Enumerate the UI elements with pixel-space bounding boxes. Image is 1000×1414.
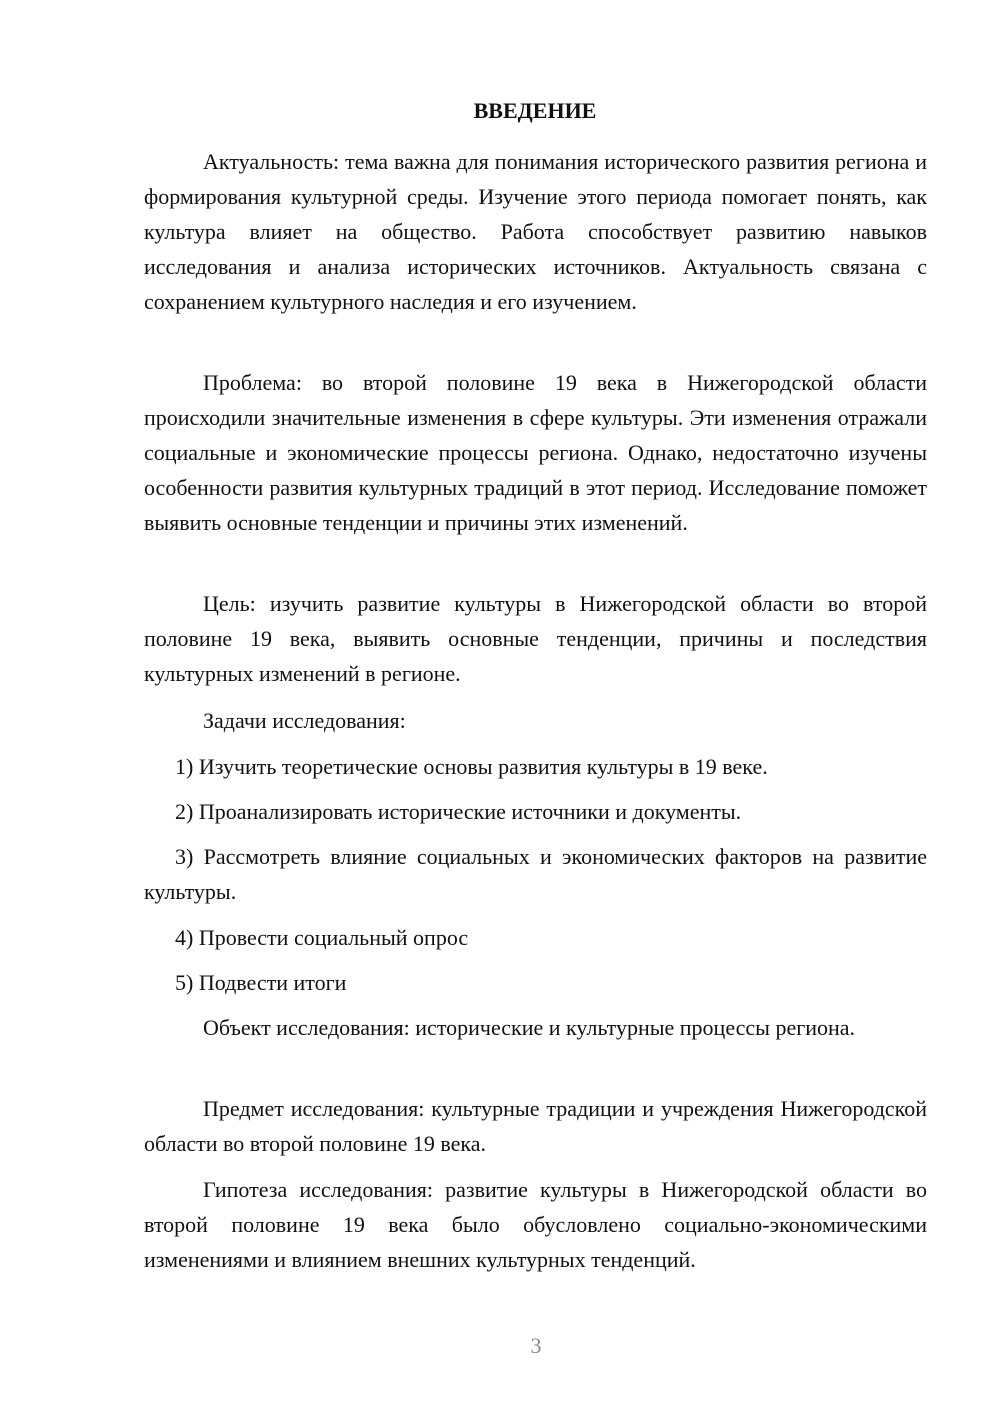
page-title: ВВЕДЕНИЕ [473, 98, 597, 123]
object-paragraph: Объект исследования: исторические и культурные процессы региона. [203, 1015, 856, 1040]
page-number: 3 [530, 1333, 542, 1358]
task-item-3: 3) Рассмотреть влияние социальных и экономических факторов на развитие культуры. [144, 844, 927, 904]
goal-paragraph: Цель: изучить развитие культуры в Нижегородской области во второй половине 19 века, выявить основные тенденции, причины и последствия культурных изменений в регионе. [144, 591, 927, 686]
task-item-5: 5) Подвести итоги [175, 970, 347, 995]
task-item-4: 4) Провести социальный опрос [175, 925, 469, 950]
task-item-2: 2) Проанализировать исторические источники и документы. [175, 799, 742, 824]
subject-paragraph: Предмет исследования: культурные традиции и учреждения Нижегородской области во второй половине 19 века. [144, 1096, 927, 1156]
relevance-paragraph: Актуальность: тема важна для понимания исторического развития региона и формирования культурной среды. Изучение этого периода помогает понять, как культура влияет на общество. Работа способствует развитию навыков исследования и анализа исторических источников. Актуальность связана с сохранением культурного наследия и его изучением. [144, 149, 927, 314]
tasks-heading: Задачи исследования: [203, 708, 406, 733]
problem-paragraph: Проблема: во второй половине 19 века в Нижегородской области происходили значительные изменения в сфере культуры. Эти изменения отражали социальные и экономические процессы региона. Однако, недостаточно изучены особенности развития культурных традиций в этот период. Исследование поможет выявить основные тенденции и причины этих изменений. [144, 370, 927, 535]
hypothesis-paragraph: Гипотеза исследования: развитие культуры в Нижегородской области во второй половине 19 века было обусловлено социально-экономическими изменениями и влиянием внешних культурных тенденций. [144, 1177, 927, 1272]
task-item-1: 1) Изучить теоретические основы развития культуры в 19 веке. [175, 754, 768, 779]
